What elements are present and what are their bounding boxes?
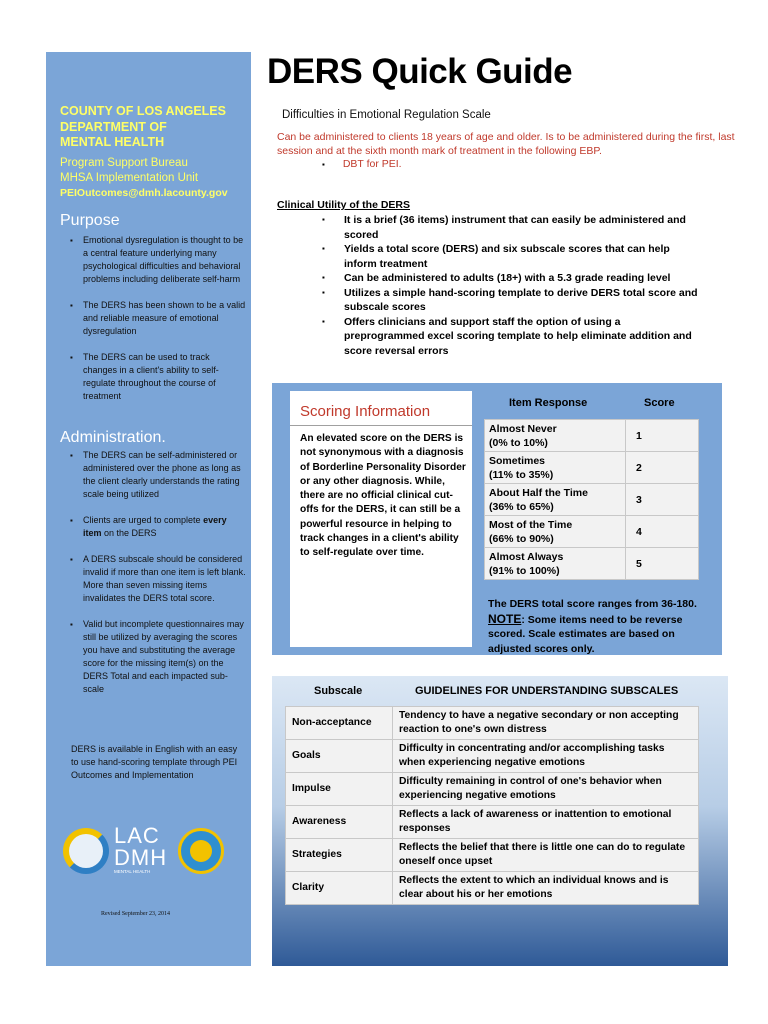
scoring-heading: Scoring Information <box>300 403 431 420</box>
scoring-body <box>300 432 468 561</box>
response-cell <box>485 516 626 548</box>
scoring-section <box>272 383 722 655</box>
subscale-name: Impulse <box>286 773 393 806</box>
logo-text: LAC <box>114 823 160 848</box>
subscale-description: Tendency to have a negative secondary or non accepting reaction to one's own distress <box>393 707 699 740</box>
purpose-item: ▪ The DERS has been shown to be a valid and reliable measure of emotional dysregulation <box>68 299 246 338</box>
subscale-name: Awareness <box>286 806 393 839</box>
admin-item-text: Clients are urged to complete <box>83 515 204 525</box>
clinical-utility-item: ▪ Offers clinicians and support staff the option of using a preprogrammed excel scoring template to help eliminate addition and score reversal errors <box>322 315 702 359</box>
subscale-description: Reflects the belief that there is little one can do to regulate oneself once upset <box>393 839 699 872</box>
email-link[interactable]: PEIOutcomes@dmh.lacounty.gov <box>60 187 228 199</box>
ebp-item: ▪ DBT for PEI. <box>322 158 402 170</box>
scoring-emphasis: DERS <box>356 504 385 516</box>
table-row <box>485 452 699 484</box>
subscale-description: Reflects a lack of awareness or inattention to emotional responses <box>393 806 699 839</box>
subscale-name: Non-acceptance <box>286 707 393 740</box>
scoring-text: An elevated score on the <box>300 433 424 444</box>
scoring-text: , it can still be a powerful resource in helping to track changes in a client's ability to self-regulate over time. <box>300 504 461 559</box>
availability-text: DERS is available in English with an easy to use hand-scoring template through PEI Outcomes and Implementation <box>71 744 238 780</box>
table-row <box>485 548 699 580</box>
item-response-table <box>484 419 699 580</box>
subscale-name: Strategies <box>286 839 393 872</box>
response-range: (11% to 35%) <box>489 468 554 481</box>
subscale-header: Subscale <box>314 685 363 697</box>
admin-item-text: A DERS subscale should be considered invalid if more than one item is left blank. More than seven missing items invalidates the DERS total score. <box>83 554 246 603</box>
lacdmh-logo <box>114 825 182 874</box>
subscale-description: Reflects the extent to which an individual knows and is clear about his or her emotions <box>393 872 699 905</box>
admin-item-text: on the DERS <box>101 528 157 538</box>
administration-list <box>68 449 246 709</box>
table-row <box>286 740 699 773</box>
purpose-item: ▪ The DERS can be used to track changes in a client's ability to self-regulate throughout the course of treatment <box>68 351 246 403</box>
note-label: NOTE <box>488 611 522 626</box>
clinical-utility-item: ▪ Yields a total score (DERS) and six subscale scores that can help inform treatment <box>322 242 702 271</box>
table-row <box>286 773 699 806</box>
purpose-heading: Purpose <box>60 212 120 229</box>
divider <box>290 425 472 426</box>
response-cell <box>485 452 626 484</box>
sidebar <box>46 52 251 966</box>
table-row <box>286 707 699 740</box>
admin-item-text: Valid but incomplete questionnaires may still be utilized by averaging the scores you have and substituting the average score for the missing item(s) on the DERS Total and each impacted sub-scale <box>83 619 244 694</box>
administration-note: Can be administered to clients 18 years of age and older. Is to be administered during the first, last session and at the sixth month mark of treatment in the following EBP. <box>277 131 735 157</box>
response-label: About Half the Time <box>489 486 588 499</box>
item-response-header: Item Response <box>509 397 588 409</box>
response-label: Almost Never <box>489 422 557 435</box>
recovery-logo-icon <box>63 828 109 874</box>
subscale-description: Difficulty in concentrating and/or accomplishing tasks when experiencing negative emotions <box>393 740 699 773</box>
department-name <box>60 104 250 151</box>
admin-item <box>68 449 246 501</box>
table-row <box>286 806 699 839</box>
org-line: DEPARTMENT OF <box>60 119 167 134</box>
score-cell: 2 <box>626 452 699 484</box>
clinical-utility-list <box>322 213 702 358</box>
response-label: Almost Always <box>489 550 564 563</box>
response-cell <box>485 420 626 452</box>
response-cell <box>485 548 626 580</box>
clinical-utility-item: ▪ Can be administered to adults (18+) with a 5.3 grade reading level <box>322 271 702 286</box>
score-header: Score <box>644 397 675 409</box>
unit-text: MHSA Implementation Unit <box>60 172 199 184</box>
bureau-text: Program Support Bureau <box>60 157 188 169</box>
table-row <box>485 420 699 452</box>
score-cell: 5 <box>626 548 699 580</box>
scoring-emphasis: DERS <box>423 433 452 444</box>
response-range: (36% to 65%) <box>489 500 554 513</box>
admin-item <box>68 618 246 696</box>
note-text: : Some items need to be reverse scored. Scale estimates are based on adjusted scores only. <box>488 613 683 655</box>
guidelines-header: GUIDELINES FOR UNDERSTANDING SUBSCALES <box>415 685 679 697</box>
clinical-utility-heading: Clinical Utility of the DERS <box>277 199 411 211</box>
admin-item <box>68 553 246 605</box>
table-row <box>485 484 699 516</box>
response-range: (91% to 100%) <box>489 564 560 577</box>
purpose-item: ▪ Emotional dysregulation is thought to be a central feature underlying many psychological difficulties and behavioral problems including deliberate self-harm <box>68 234 246 286</box>
table-row <box>485 516 699 548</box>
admin-item-text: The DERS can be self-administered or administered over the phone as long as the client clearly understands the rating scale being utilized <box>83 450 241 499</box>
score-cell: 1 <box>626 420 699 452</box>
subscale-name: Clarity <box>286 872 393 905</box>
org-line: COUNTY OF LOS ANGELES <box>60 104 226 118</box>
response-label: Sometimes <box>489 454 546 467</box>
admin-item-emphasis: every item <box>83 515 227 538</box>
response-cell <box>485 484 626 516</box>
org-line: MENTAL HEALTH <box>60 135 165 149</box>
table-row <box>286 839 699 872</box>
page-subtitle: Difficulties in Emotional Regulation Scale <box>282 109 491 121</box>
logo-text: MENTAL HEALTH <box>114 869 151 874</box>
scoring-text: is not synonymous with a diagnosis of Borderline Personality Disorder or any other diagnosis. While, there are no official clinical cut-offs for the <box>300 433 466 516</box>
scoring-info-panel <box>290 391 472 647</box>
revised-date: Revised September 23, 2014 <box>101 911 170 917</box>
clinical-utility-item: ▪ It is a brief (36 items) instrument that can easily be administered and scored <box>322 213 702 242</box>
administration-heading: Administration. <box>60 429 166 446</box>
score-cell: 3 <box>626 484 699 516</box>
subscale-description: Difficulty remaining in control of one's behavior when experiencing negative emotions <box>393 773 699 806</box>
response-range: (0% to 10%) <box>489 436 548 449</box>
clinical-utility-item: ▪ Utilizes a simple hand-scoring template to derive DERS total score and subscale scores <box>322 286 702 315</box>
purpose-list <box>68 234 246 416</box>
response-range: (66% to 90%) <box>489 532 554 545</box>
note-text: The DERS total score ranges from 36-180. <box>488 598 697 610</box>
subscale-table <box>285 706 699 905</box>
score-range-note <box>488 597 720 656</box>
score-cell: 4 <box>626 516 699 548</box>
subscale-name: Goals <box>286 740 393 773</box>
page-title: DERS Quick Guide <box>267 52 573 91</box>
mhsa-seal-icon <box>178 828 224 874</box>
response-label: Most of the Time <box>489 518 573 531</box>
admin-item <box>68 514 246 540</box>
logo-text: DMH <box>114 845 168 870</box>
table-row <box>286 872 699 905</box>
subscales-section <box>272 676 728 966</box>
